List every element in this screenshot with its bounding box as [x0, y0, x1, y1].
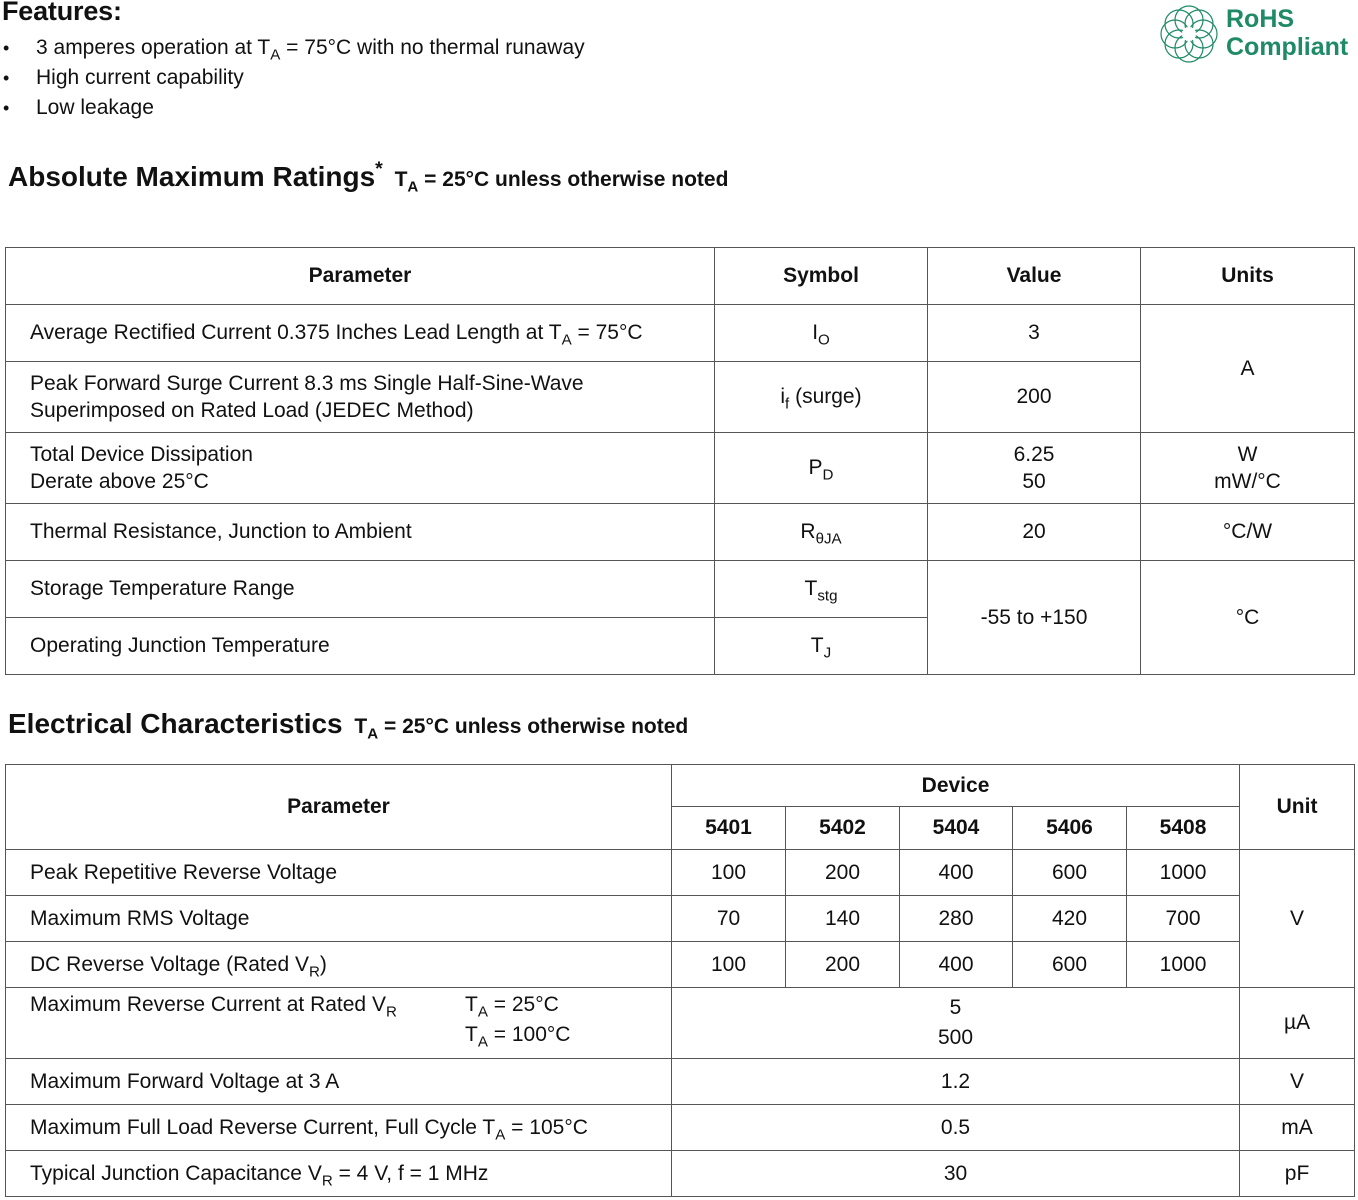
parameter-cell: Maximum Full Load Reverse Current, Full Cycle $T_A = 105^\circ C$: [6, 1105, 672, 1151]
parameter-cell: Maximum Forward Voltage at 3 A: [6, 1059, 672, 1105]
bullet-icon: •: [3, 98, 10, 118]
units-cell: W mW/°C: [1141, 433, 1355, 504]
value-cell: 30: [672, 1151, 1240, 1197]
value-cell: 0.5: [672, 1105, 1240, 1151]
table-row: [6, 850, 1355, 896]
value-cell: -55 to +150: [928, 561, 1141, 675]
rohs-label: RoHS Compliant: [1226, 5, 1349, 61]
value-cell: 100: [672, 942, 786, 988]
value-cell: 400: [900, 850, 1013, 896]
electrical-characteristics-heading: Electrical Characteristics $T_A = 25^\circ C$ unless otherwise noted: [8, 708, 689, 743]
unit-cell: V: [1240, 1059, 1355, 1105]
feature-item: • High current capability: [0, 63, 585, 93]
header-device-5401: 5401: [672, 807, 786, 850]
value-cell: 200: [786, 942, 900, 988]
value-cell: 420: [1013, 896, 1127, 942]
units-cell: °C/W: [1141, 504, 1355, 561]
table-row: [6, 305, 1355, 362]
symbol-cell: $T_J$: [715, 618, 928, 675]
symbol-cell: $i_f$ (surge): [715, 362, 928, 433]
value-cell: 400: [900, 942, 1013, 988]
value-cell: 20: [928, 504, 1141, 561]
table-header-row: [6, 765, 1355, 807]
value-cell: 1000: [1127, 850, 1240, 896]
header-device-5406: 5406: [1013, 807, 1127, 850]
value-cell: 600: [1013, 850, 1127, 896]
header-symbol: Symbol: [715, 248, 928, 305]
table-row: [6, 942, 1355, 988]
parameter-cell: Typical Junction Capacitance $V_R = 4$ V, f = 1 MHz: [6, 1151, 672, 1197]
table-row: [6, 433, 1355, 504]
parameter-cell: Maximum Reverse Current at Rated $V_R$ $T_A = 25^\circ C$ $T_A = 100^\circ C$: [6, 988, 672, 1059]
value-cell: 1.2: [672, 1059, 1240, 1105]
value-cell: 600: [1013, 942, 1127, 988]
value-cell: 700: [1127, 896, 1240, 942]
symbol-cell: $I_O$: [715, 305, 928, 362]
header-unit: Unit: [1240, 765, 1355, 850]
absolute-max-ratings-heading: Absolute Maximum Ratings* $T_A = 25^\circ C$ unless otherwise noted: [8, 158, 729, 196]
parameter-cell: Thermal Resistance, Junction to Ambient: [6, 504, 715, 561]
value-cell: 3: [928, 305, 1141, 362]
parameter-cell: Average Rectified Current 0.375 Inches Lead Length at $T_A = 75^\circ C$: [6, 305, 715, 362]
value-cell: 5 500: [672, 988, 1240, 1059]
parameter-cell: DC Reverse Voltage (Rated $V_R$): [6, 942, 672, 988]
table-row: [6, 896, 1355, 942]
parameter-cell: Operating Junction Temperature: [6, 618, 715, 675]
test-conditions: $T_A = 25^\circ C$ $T_A = 100^\circ C$: [465, 993, 571, 1051]
header-units: Units: [1141, 248, 1355, 305]
bullet-icon: •: [3, 38, 10, 58]
table-row: [6, 1151, 1355, 1197]
unit-cell: µA: [1240, 988, 1355, 1059]
units-cell: °C: [1141, 561, 1355, 675]
symbol-cell: $T_{stg}$: [715, 561, 928, 618]
table-header-row: [6, 248, 1355, 305]
conditions-note: $T_A = 25^\circ C$ unless otherwise noted: [394, 168, 729, 196]
absolute-max-ratings-table: [5, 247, 1355, 675]
unit-cell: mA: [1240, 1105, 1355, 1151]
value-cell: 70: [672, 896, 786, 942]
value-cell: 140: [786, 896, 900, 942]
table-row: [6, 561, 1355, 618]
value-cell: 280: [900, 896, 1013, 942]
features-list: [0, 33, 585, 123]
rohs-badge: [1158, 2, 1358, 66]
header-device-5402: 5402: [786, 807, 900, 850]
unit-cell: pF: [1240, 1151, 1355, 1197]
header-parameter: Parameter: [6, 248, 715, 305]
feature-item: • Low leakage: [0, 93, 585, 123]
value-cell: 1000: [1127, 942, 1240, 988]
parameter-cell: Storage Temperature Range: [6, 561, 715, 618]
value-cell: 200: [928, 362, 1141, 433]
table-row: [6, 1105, 1355, 1151]
feature-item: • 3 amperes operation at $T_A = 75^\circ C$ with no thermal runaway: [0, 33, 585, 63]
header-device-5408: 5408: [1127, 807, 1240, 850]
value-cell: 200: [786, 850, 900, 896]
units-cell: A: [1141, 305, 1355, 433]
parameter-cell: Peak Repetitive Reverse Voltage: [6, 850, 672, 896]
header-parameter: Parameter: [6, 765, 672, 850]
symbol-cell: $P_D$: [715, 433, 928, 504]
parameter-cell: Peak Forward Surge Current 8.3 ms Single Half-Sine-Wave Superimposed on Rated Load (JEDEC Method): [6, 362, 715, 433]
table-row: [6, 504, 1355, 561]
header-device: Device: [672, 765, 1240, 807]
rohs-rosette-icon: [1158, 3, 1220, 65]
symbol-cell: $R_{\theta JA}$: [715, 504, 928, 561]
electrical-characteristics-table: [5, 764, 1355, 1197]
unit-cell: V: [1240, 850, 1355, 988]
table-row: [6, 988, 1355, 1059]
parameter-cell: Maximum RMS Voltage: [6, 896, 672, 942]
header-value: Value: [928, 248, 1141, 305]
header-device-5404: 5404: [900, 807, 1013, 850]
value-cell: 6.25 50: [928, 433, 1141, 504]
features-heading: Features:: [2, 0, 122, 26]
table-row: [6, 1059, 1355, 1105]
bullet-icon: •: [3, 68, 10, 88]
parameter-cell: Total Device Dissipation Derate above 25°C: [6, 433, 715, 504]
value-cell: 100: [672, 850, 786, 896]
conditions-note: $T_A = 25^\circ C$ unless otherwise noted: [354, 715, 689, 743]
